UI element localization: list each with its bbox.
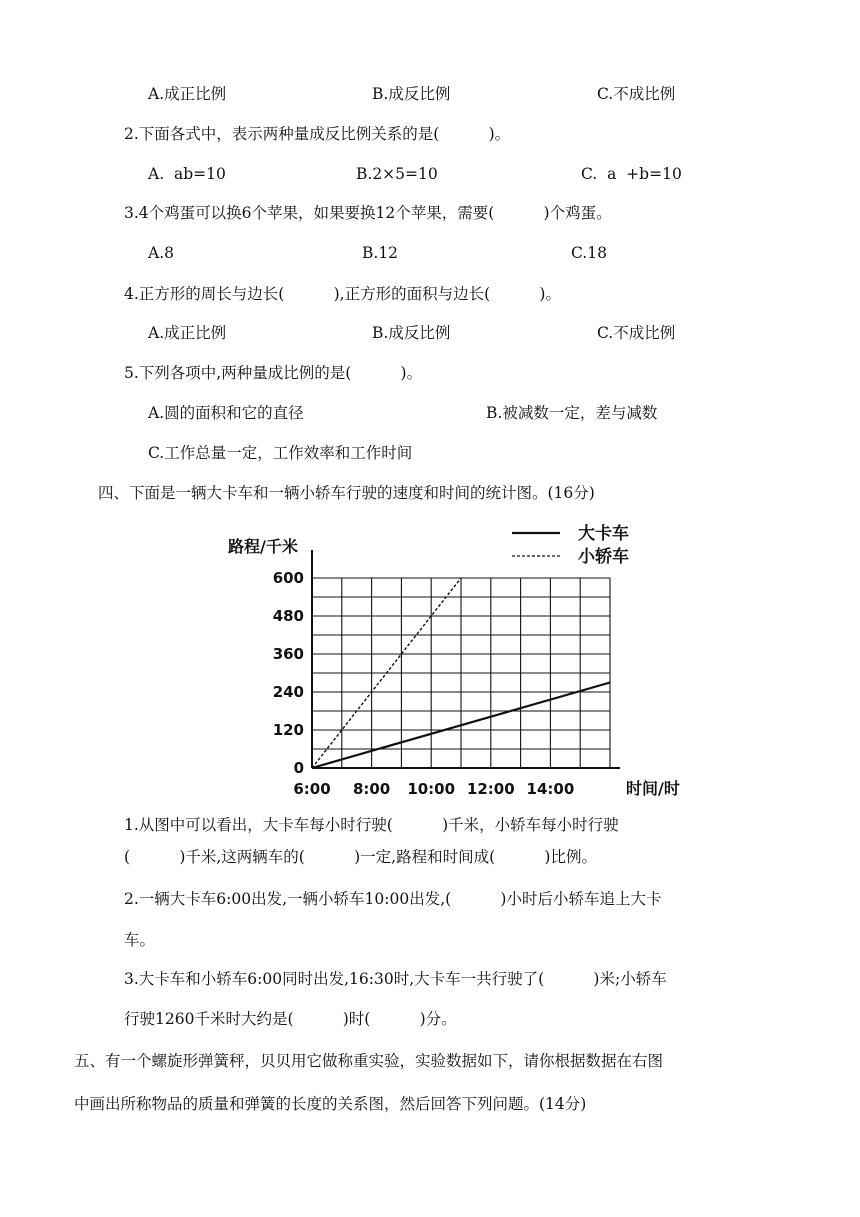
y-tick-label: 240 xyxy=(272,683,304,701)
section4-title: 四、下面是一辆大卡车和一辆小轿车行驶的速度和时间的统计图。(16分) xyxy=(98,484,595,502)
q3-stem: 3.4个鸡蛋可以换6个苹果，如果要换12个苹果，需要( )个鸡蛋。 xyxy=(124,204,612,222)
y-tick-label: 480 xyxy=(272,607,304,625)
chart-legend xyxy=(512,523,629,567)
q4-option-c: C.不成比例 xyxy=(597,324,676,342)
q1-option-a: A.成正比例 xyxy=(148,85,227,103)
q4-option-a: A.成正比例 xyxy=(148,324,227,342)
x-tick-label: 14:00 xyxy=(526,780,575,798)
s4-q1-line2: ( )千米,这两辆车的( )一定,路程和时间成( )比例。 xyxy=(124,848,597,866)
q1-option-b: B.成反比例 xyxy=(372,85,451,103)
q3-option-b: B.12 xyxy=(362,244,399,262)
s4-q2-line1: 2.一辆大卡车6:00出发,一辆小轿车10:00出发,( )小时后小轿车追上大卡 xyxy=(124,890,662,908)
x-tick-label: 8:00 xyxy=(352,780,391,798)
distance-time-chart xyxy=(220,518,680,808)
q4-stem: 4.正方形的周长与边长( ),正方形的面积与边长( )。 xyxy=(124,285,561,303)
q3-option-a: A.8 xyxy=(148,244,174,262)
x-tick-label: 6:00 xyxy=(293,780,331,798)
q5-option-c: C.工作总量一定，工作效率和工作时间 xyxy=(148,444,413,462)
q1-option-c: C.不成比例 xyxy=(597,85,676,103)
section5-line1: 五、有一个螺旋形弹簧秤，贝贝用它做称重实验，实验数据如下，请你根据数据在右图 xyxy=(74,1052,664,1070)
q5-option-a: A.圆的面积和它的直径 xyxy=(148,404,304,422)
section5-line2: 中画出所称物品的质量和弹簧的长度的关系图，然后回答下列问题。(14分) xyxy=(74,1095,587,1113)
y-tick-label: 600 xyxy=(272,569,304,587)
chart-axes xyxy=(312,550,620,768)
x-axis-label: 时间/时 xyxy=(626,779,680,798)
s4-q2-line2: 车。 xyxy=(124,931,156,949)
x-tick-labels xyxy=(293,780,574,798)
q2-stem: 2.下面各式中，表示两种量成反比例关系的是( )。 xyxy=(124,125,511,143)
y-tick-label: 120 xyxy=(272,721,304,739)
q5-option-b: B.被减数一定，差与减数 xyxy=(486,404,658,422)
q4-option-b: B.成反比例 xyxy=(372,324,451,342)
y-axis-label: 路程/千米 xyxy=(228,537,298,556)
q5-stem: 5.下列各项中,两种量成比例的是( )。 xyxy=(124,364,423,382)
q3-option-c: C.18 xyxy=(571,244,607,262)
q2-option-c: C. a +b=10 xyxy=(581,165,682,183)
y-tick-label: 360 xyxy=(272,645,304,663)
y-tick-label: 0 xyxy=(293,759,304,777)
legend-label-car: 小轿车 xyxy=(578,547,629,567)
s4-q3-line2: 行驶1260千米时大约是( )时( )分。 xyxy=(124,1010,457,1028)
legend-label-truck: 大卡车 xyxy=(578,524,629,544)
x-tick-label: 12:00 xyxy=(466,780,515,798)
s4-q3-line1: 3.大卡车和小轿车6:00同时出发,16:30时,大卡车一共行驶了( )米;小轿车 xyxy=(124,970,667,988)
s4-q1-line1: 1.从图中可以看出，大卡车每小时行驶( )千米，小轿车每小时行驶 xyxy=(124,816,619,834)
q2-option-a: A. ab=10 xyxy=(148,165,226,183)
y-tick-labels xyxy=(273,569,304,777)
x-tick-label: 10:00 xyxy=(407,780,456,798)
chart-grid xyxy=(312,578,610,768)
q2-option-b: B.2×5=10 xyxy=(356,165,438,183)
